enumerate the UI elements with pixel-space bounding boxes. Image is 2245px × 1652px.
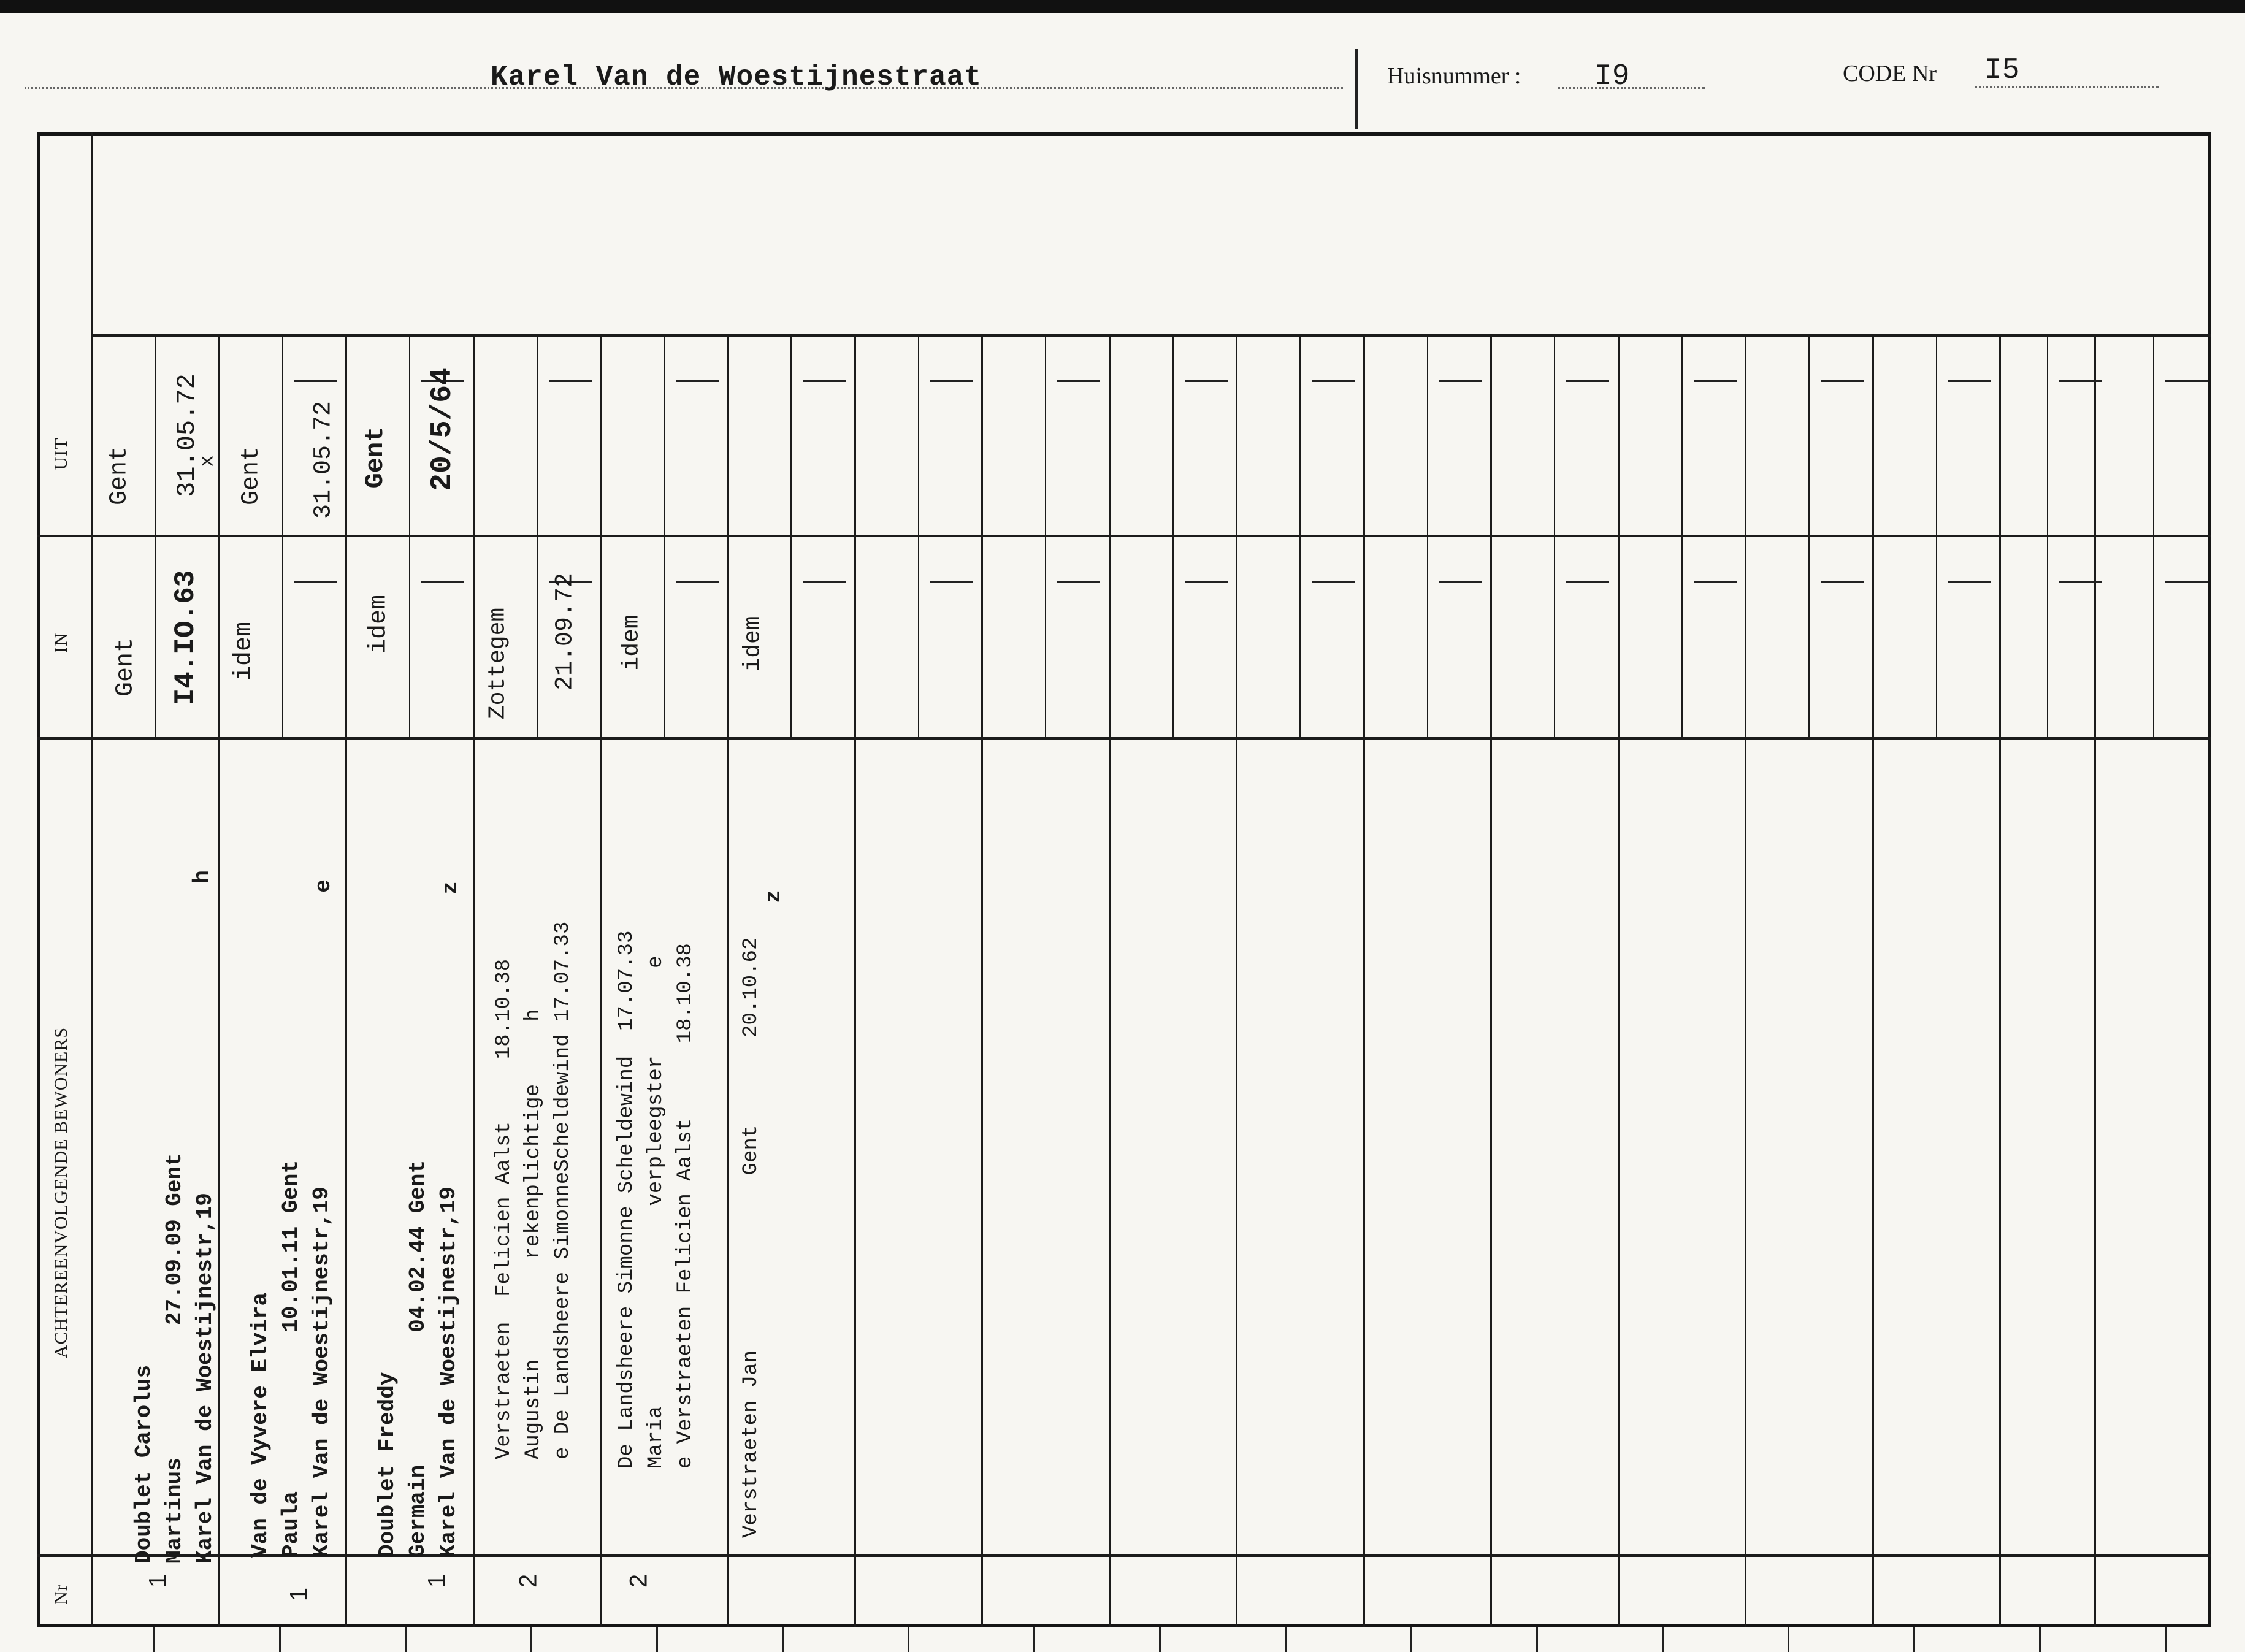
empty-dash <box>1566 581 1609 583</box>
cell-subdivider <box>2153 535 2154 737</box>
column-separator <box>1363 334 1365 1627</box>
col2-mark: e <box>311 879 336 893</box>
empty-dash <box>676 380 719 382</box>
col3-uit-date: 20/5/64 <box>426 367 459 491</box>
resident-line: Karel Van de Woestijnestr,19 <box>309 1187 334 1558</box>
cell-subdivider <box>1427 334 1428 535</box>
col3-uit-place: Gent <box>361 426 390 489</box>
cell-subdivider <box>1299 334 1301 535</box>
resident-line: Doublet Carolus <box>131 1364 156 1564</box>
cell-subdivider <box>537 535 538 737</box>
bottom-tick <box>656 1627 658 1652</box>
cell-subdivider <box>790 535 792 737</box>
huisnummer-dotted-line <box>1558 87 1705 89</box>
cell-subdivider <box>1554 334 1555 535</box>
empty-dash <box>1185 380 1228 382</box>
cell-subdivider <box>1936 334 1937 535</box>
col1-uit-place: Gent <box>105 446 134 506</box>
col2-nr: 1 <box>285 1587 313 1602</box>
cell-subdivider <box>2047 535 2048 737</box>
cell-subdivider <box>664 535 665 737</box>
empty-dash <box>1312 581 1355 583</box>
column-separator <box>1618 334 1620 1627</box>
in-label: IN <box>51 632 71 653</box>
bottom-tick <box>279 1627 281 1652</box>
column-separator <box>1872 334 1874 1627</box>
huisnummer-value: I9 <box>1594 60 1630 93</box>
empty-dash <box>2059 380 2102 382</box>
empty-dash <box>2165 581 2208 583</box>
top-edge-bar <box>0 0 2245 13</box>
column-separator <box>1236 334 1237 1627</box>
bottom-tick <box>2165 1627 2167 1652</box>
register-form <box>37 132 2211 1627</box>
col2-resident <box>245 944 337 1558</box>
empty-dash <box>1057 380 1100 382</box>
bottom-tick <box>1788 1627 1789 1652</box>
cell-subdivider <box>918 334 919 535</box>
col1-mark: h <box>189 870 215 884</box>
col1-uit-date: 31.05.72 <box>172 373 202 497</box>
col2-uit-date: 31.05.72 <box>310 400 338 519</box>
col2-uit-place: Gent <box>237 446 266 506</box>
col4-resident <box>489 797 578 1459</box>
col3-in-place: idem <box>365 594 393 654</box>
cell-subdivider <box>1427 535 1428 737</box>
col1-in-date: I4.IO.63 <box>170 570 202 706</box>
code-value: I5 <box>1984 54 2020 87</box>
col3-resident <box>372 944 464 1558</box>
cell-subdivider <box>537 334 538 535</box>
label-column-separator <box>91 132 93 1627</box>
cell-subdivider <box>1299 535 1301 737</box>
resident-line: Van de Vyvere Elvira <box>248 1292 273 1558</box>
resident-line: Verstraeten Felicien Aalst 18.10.38 <box>492 958 516 1459</box>
empty-dash <box>1566 380 1609 382</box>
row-separator <box>37 1554 2211 1557</box>
empty-dash <box>1312 380 1355 382</box>
bottom-tick <box>782 1627 784 1652</box>
col5-resident <box>612 794 700 1469</box>
cell-subdivider <box>409 334 410 535</box>
column-separator <box>473 334 475 1627</box>
col3-nr: 1 <box>423 1574 451 1588</box>
empty-dash <box>1821 581 1864 583</box>
col1-nr: 1 <box>144 1574 172 1588</box>
cell-subdivider <box>1936 535 1937 737</box>
empty-dash <box>1821 380 1864 382</box>
col1-uit-mark: x <box>196 455 219 467</box>
column-separator <box>345 334 347 1627</box>
column-separator <box>600 334 602 1627</box>
row-separator <box>37 737 2211 740</box>
col6-in-place: idem <box>740 616 767 672</box>
resident-line: e Verstraeten Felicien Aalst 18.10.38 <box>674 943 697 1469</box>
bottom-tick <box>2039 1627 2041 1652</box>
col1-resident <box>129 889 221 1564</box>
empty-dash <box>1185 581 1228 583</box>
cell-subdivider <box>1045 535 1046 737</box>
col4-nr: 2 <box>514 1574 542 1588</box>
empty-dash <box>1694 581 1737 583</box>
cell-subdivider <box>2153 334 2154 535</box>
cell-subdivider <box>918 535 919 737</box>
col6-mark: z <box>761 890 786 903</box>
resident-line: Augustin rekenplichtige h <box>522 1009 545 1459</box>
column-separator <box>1490 334 1492 1627</box>
empty-dash <box>2165 380 2208 382</box>
empty-dash <box>421 581 464 583</box>
street-name: Karel Van de Woestijnestraat <box>491 61 982 93</box>
empty-dash <box>1948 581 1991 583</box>
cell-subdivider <box>1808 334 1810 535</box>
column-separator <box>727 334 729 1627</box>
empty-dash <box>930 380 973 382</box>
huisnummer-label: Huisnummer : <box>1387 63 1521 89</box>
empty-dash <box>294 581 337 583</box>
resident-line: De Landsheere Simonne Scheldewind 17.07.33 <box>615 930 638 1469</box>
code-label: CODE Nr <box>1843 61 1937 86</box>
empty-dash <box>803 380 846 382</box>
bewoners-label: ACHTEREENVOLGENDE BEWONERS <box>51 1027 71 1359</box>
cell-subdivider <box>1554 535 1555 737</box>
cell-subdivider <box>1681 535 1683 737</box>
col5-in-place: idem <box>618 614 645 671</box>
empty-dash <box>1439 380 1482 382</box>
col4-in-place: Zottegem <box>484 607 511 720</box>
empty-dash <box>1439 581 1482 583</box>
bottom-tick <box>1662 1627 1664 1652</box>
resident-line: Karel Van de Woestijnestr,19 <box>436 1187 461 1558</box>
column-separator <box>2094 334 2096 1627</box>
cell-subdivider <box>664 334 665 535</box>
column-separator <box>1109 334 1111 1627</box>
resident-line: Maria verpleegster e <box>644 955 668 1469</box>
bottom-tick <box>1536 1627 1538 1652</box>
uit-label: UIT <box>51 437 71 470</box>
cell-subdivider <box>2047 334 2048 535</box>
bottom-tick <box>1033 1627 1035 1652</box>
bottom-tick <box>530 1627 532 1652</box>
cell-subdivider <box>155 334 156 535</box>
bottom-tick <box>1410 1627 1412 1652</box>
cell-subdivider <box>409 535 410 737</box>
bottom-tick <box>1159 1627 1161 1652</box>
resident-line: e De Landsheere SimonneScheldewind 17.07.33 <box>551 921 575 1459</box>
col3-mark: z <box>438 881 463 895</box>
column-separator <box>854 334 856 1627</box>
resident-line: Martinus 27.09.09 Gent <box>162 1153 187 1564</box>
empty-dash <box>1948 380 1991 382</box>
cell-subdivider <box>1045 334 1046 535</box>
cell-subdivider <box>790 334 792 535</box>
empty-dash <box>1057 581 1100 583</box>
nr-label: Nr <box>51 1584 71 1605</box>
bottom-tick <box>1285 1627 1287 1652</box>
col6-resident <box>736 876 766 1538</box>
bottom-tick <box>153 1627 155 1652</box>
column-separator <box>981 334 983 1627</box>
column-separator <box>1999 334 2001 1627</box>
col5-nr: 2 <box>625 1574 652 1588</box>
empty-dash <box>294 380 337 382</box>
row-separator <box>37 535 2211 537</box>
bottom-tick <box>405 1627 407 1652</box>
cell-subdivider <box>282 535 283 737</box>
column-separator <box>1745 334 1746 1627</box>
resident-line: Verstraeten Jan Gent 20.10.62 <box>740 937 763 1538</box>
col1-in-place: Gent <box>112 637 140 697</box>
cell-subdivider <box>1681 334 1683 535</box>
empty-dash <box>676 581 719 583</box>
resident-line: Germain 04.02.44 Gent <box>405 1160 430 1558</box>
empty-dash <box>803 581 846 583</box>
cell-subdivider <box>155 535 156 737</box>
resident-line: Karel Van de Woestijnestr,19 <box>193 1193 218 1564</box>
empty-dash <box>930 581 973 583</box>
empty-dash <box>1694 380 1737 382</box>
cell-subdivider <box>1808 535 1810 737</box>
col2-in-place: idem <box>230 621 258 681</box>
col4-in-date: 21.09.72 <box>551 572 579 691</box>
cell-subdivider <box>282 334 283 535</box>
empty-dash <box>549 380 592 382</box>
cell-subdivider <box>1172 334 1174 535</box>
bottom-tick <box>908 1627 909 1652</box>
bottom-tick <box>1913 1627 1915 1652</box>
resident-line: Paula 10.01.11 Gent <box>278 1160 304 1558</box>
empty-dash <box>2059 581 2102 583</box>
header-divider <box>1355 49 1358 129</box>
resident-line: Doublet Freddy <box>375 1372 400 1558</box>
cell-subdivider <box>1172 535 1174 737</box>
